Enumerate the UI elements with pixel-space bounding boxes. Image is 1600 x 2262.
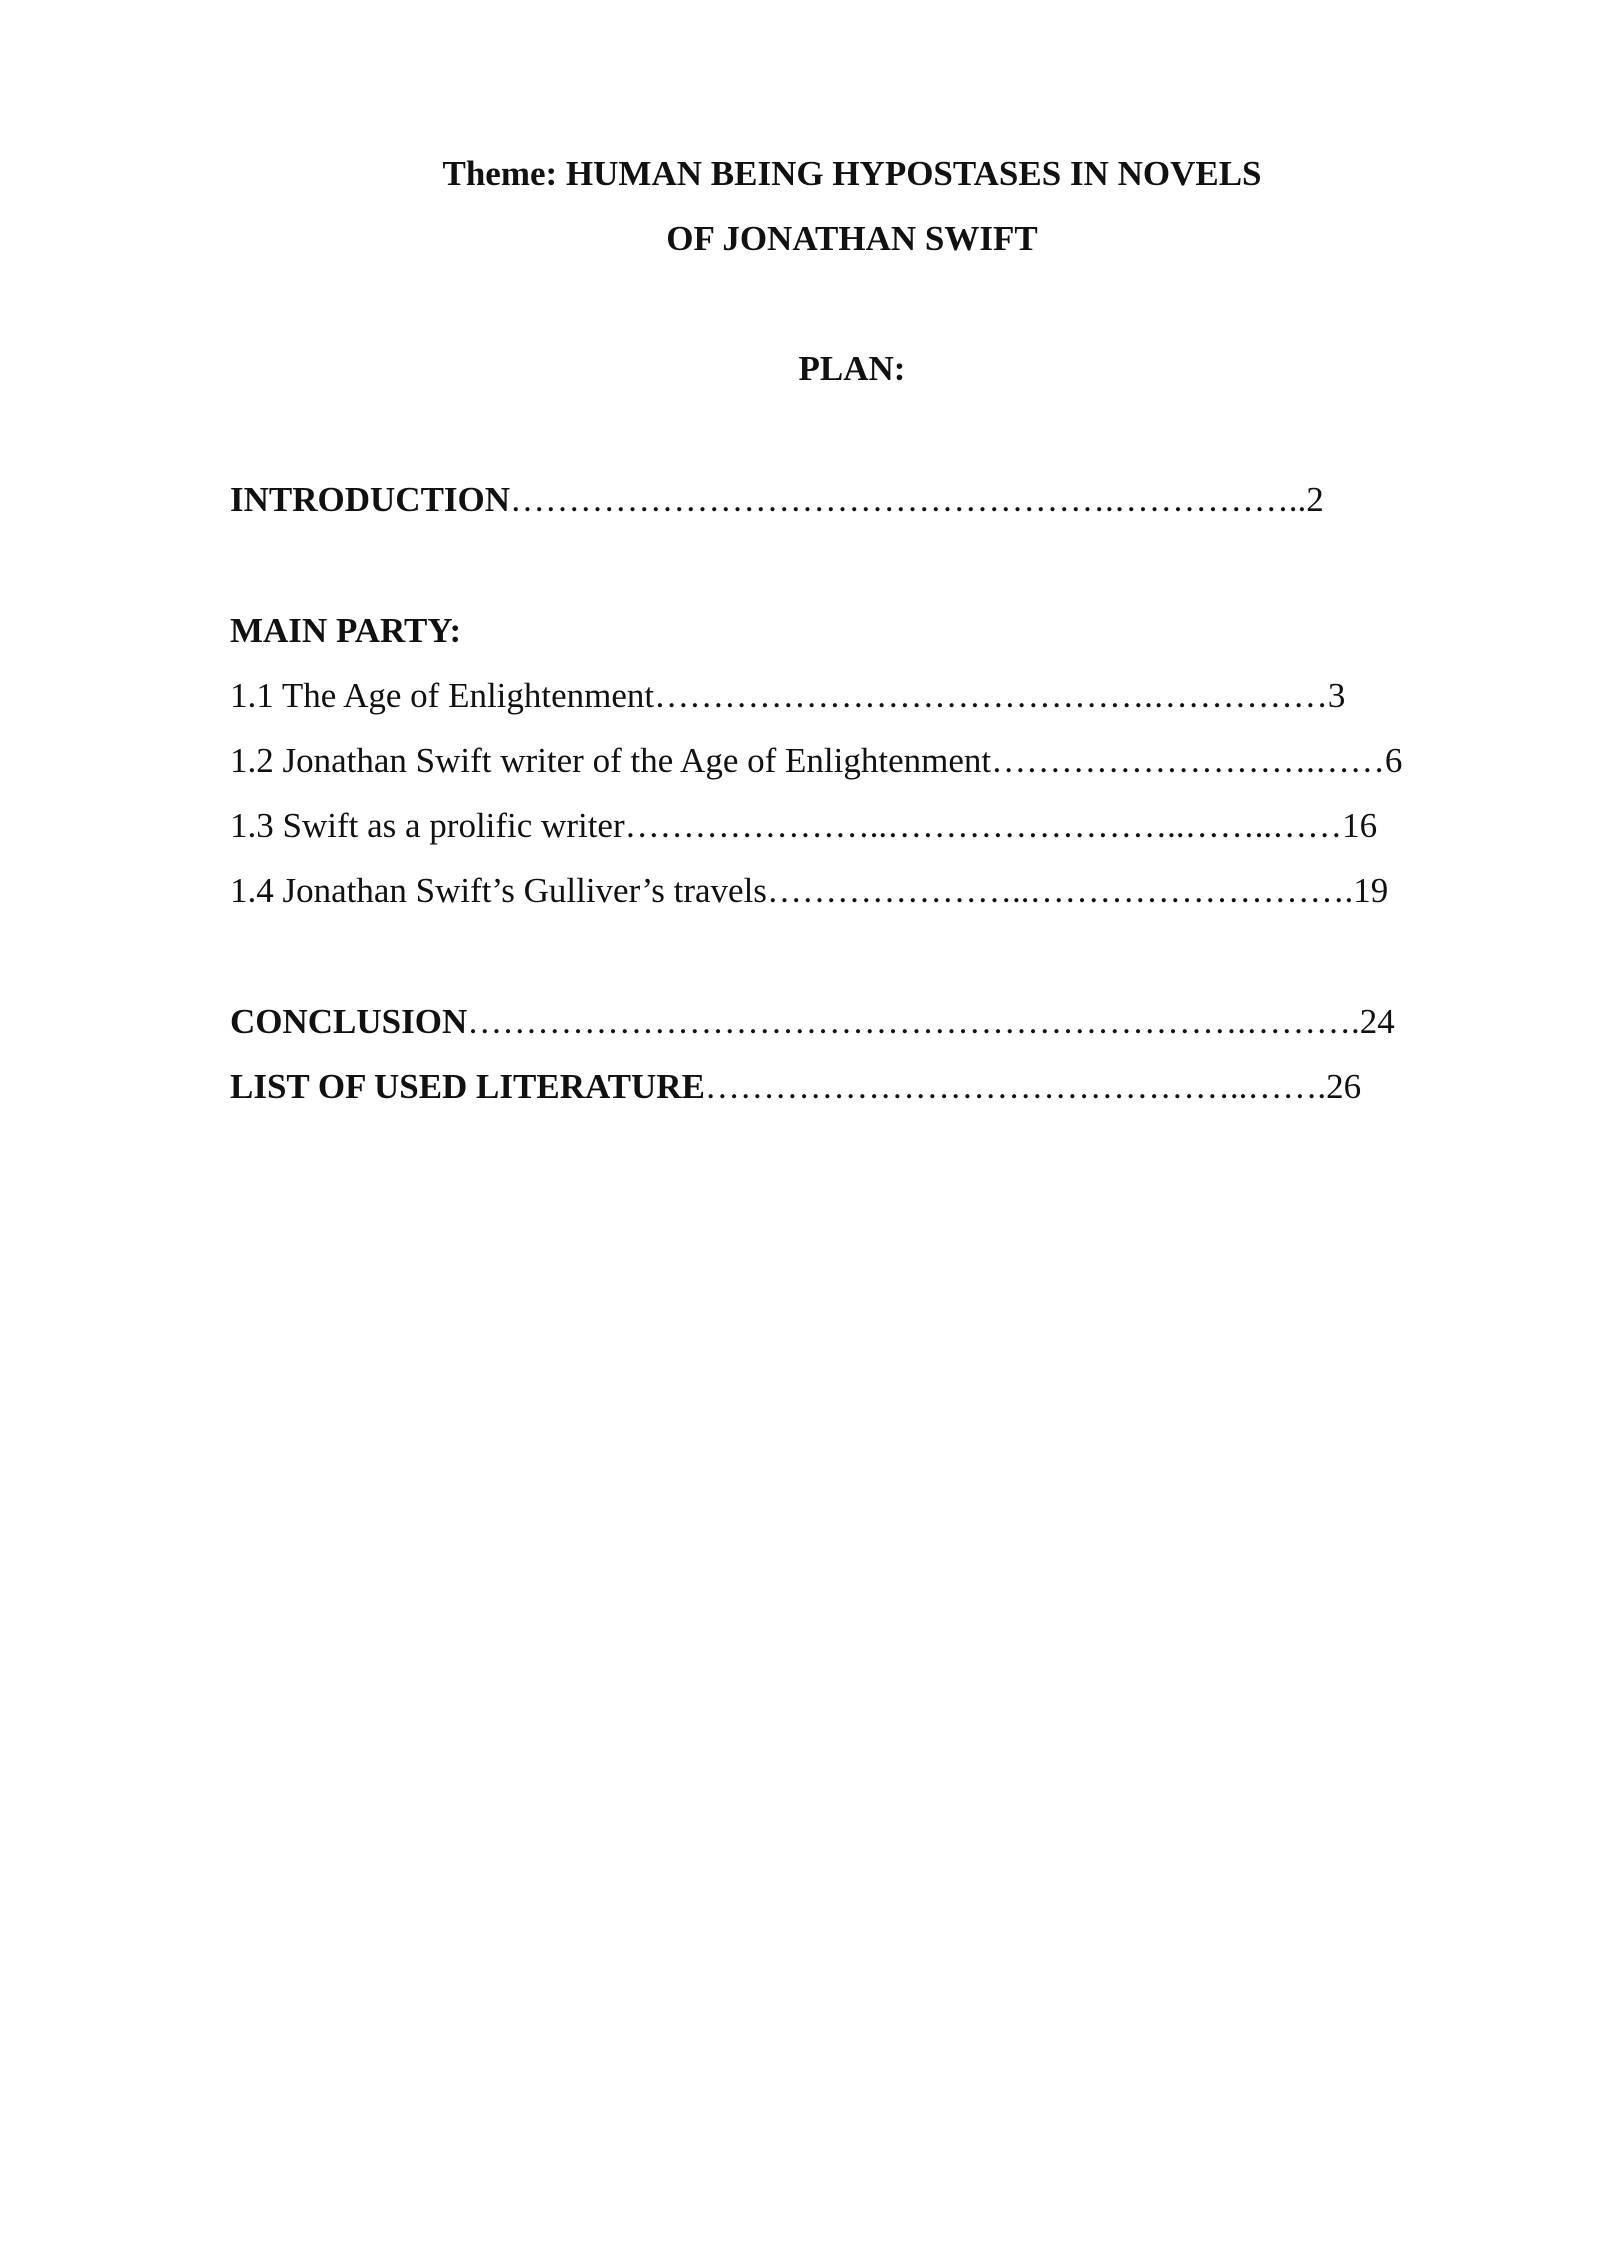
toc-entry-page: 3 — [1327, 676, 1346, 715]
document-title-line-1: Theme: HUMAN BEING HYPOSTASES IN NOVELS — [442, 154, 1262, 193]
main-party-heading: MAIN PARTY: — [230, 611, 462, 650]
toc-entry-leader: …………………..……………………..……..…… — [624, 806, 1343, 845]
toc-entry-title: 1.2 Jonathan Swift writer of the Age of Enlightenment — [230, 741, 992, 780]
toc-entry-literature — [230, 1067, 1361, 1107]
toc-entry-title: LIST OF USED LITERATURE — [230, 1067, 705, 1106]
toc-entry-title: 1.4 Jonathan Swift’s Gulliver’s travels — [230, 871, 767, 910]
plan-heading: PLAN: — [798, 349, 906, 388]
toc-entry-title: 1.1 The Age of Enlightenment — [230, 676, 655, 715]
document-title-line-2: OF JONATHAN SWIFT — [666, 219, 1038, 258]
toc-entry-leader: …………………………………….…………… — [654, 676, 1328, 715]
toc-entry-conclusion — [230, 1002, 1395, 1042]
toc-entry-page: 16 — [1342, 806, 1378, 845]
toc-entry-title: CONCLUSION — [230, 1002, 468, 1041]
toc-entry-leader: …………………………………………….…………….. — [510, 480, 1307, 519]
toc-entry-page: 19 — [1353, 871, 1389, 910]
toc-entry-1-2 — [230, 741, 1402, 781]
toc-entry-1-3 — [230, 806, 1377, 846]
toc-entry-introduction — [230, 480, 1324, 520]
toc-entry-page: 2 — [1306, 480, 1324, 519]
toc-entry-title: 1.3 Swift as a prolific writer — [230, 806, 625, 845]
toc-entry-leader: …………………..………………………. — [766, 871, 1354, 910]
toc-entry-page: .24 — [1351, 1002, 1395, 1041]
toc-entry-leader: ………………………………………..……. — [704, 1067, 1327, 1106]
toc-entry-leader: ……………………….…… — [991, 741, 1385, 780]
toc-entry-title: INTRODUCTION — [230, 480, 511, 519]
toc-entry-1-1 — [230, 676, 1345, 716]
toc-entry-leader: ………………………………………………………….……… — [467, 1002, 1352, 1041]
toc-entry-page: 26 — [1326, 1067, 1362, 1106]
toc-entry-page: 6 — [1384, 741, 1403, 780]
toc-entry-1-4 — [230, 871, 1388, 911]
